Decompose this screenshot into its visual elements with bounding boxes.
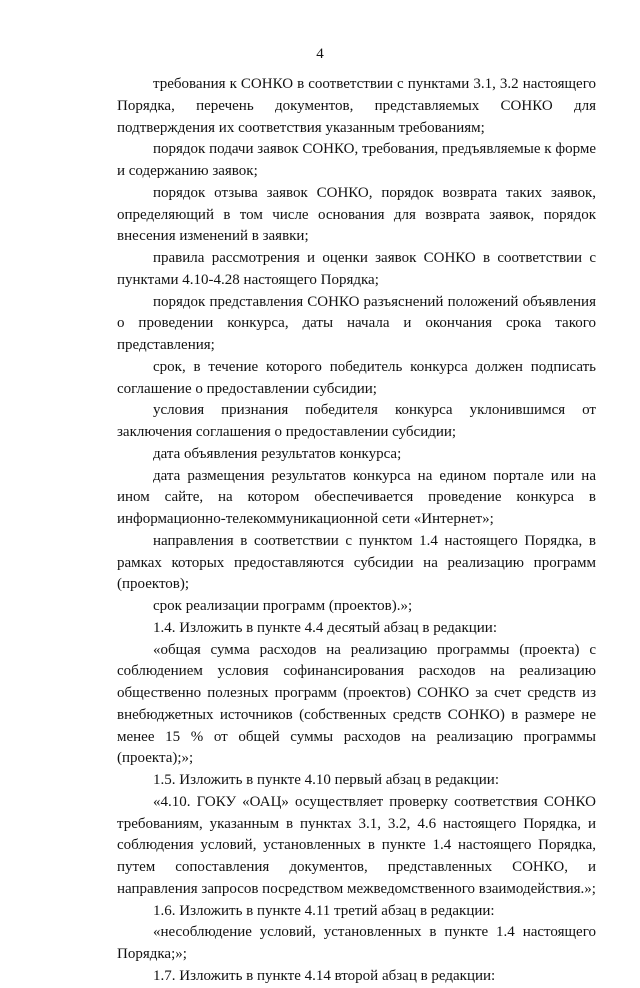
paragraph: 1.4. Изложить в пункте 4.4 десятый абзац в редакции: xyxy=(153,619,497,636)
paragraph: дата объявления результатов конкурса; xyxy=(153,445,402,462)
paragraph: 1.5. Изложить в пункте 4.10 первый абзац в редакции: xyxy=(153,772,499,788)
paragraph: порядок подачи заявок СОНКО, требования, предъявляемые к форме и содержанию заявок; xyxy=(117,141,596,179)
paragraph: «несоблюдение условий, установленных в пункте 1.4 настоящего Порядка;»; xyxy=(117,924,596,962)
paragraph: срок, в течение которого победитель конкурса должен подписать соглашение о предоставлении субсидии; xyxy=(117,358,596,397)
page-number: 4 xyxy=(316,46,324,62)
paragraph: условия признания победителя конкурса уклонившимся от заключения соглашения о предоставлении субсидии; xyxy=(117,402,596,440)
paragraph: порядок представления СОНКО разъяснений положений объявления о проведении конкурса, даты начала и окончания срока такого представления; xyxy=(117,293,596,353)
paragraph: порядок отзыва заявок СОНКО, порядок возврата таких заявок, определяющий в том числе основания для возврата заявок, порядок внесения изменений в заявки; xyxy=(117,184,596,245)
paragraph: правила рассмотрения и оценки заявок СОНКО в соответствии с пунктами 4.10-4.28 настоящего Порядка; xyxy=(117,250,596,288)
paragraph: требования к СОНКО в соответствии с пунктами 3.1, 3.2 настоящего Порядка, перечень документов, представляемых СОНКО для подтверждения их соответствия указанным требованиям; xyxy=(117,76,596,136)
paragraph: «4.10. ГОКУ «ОАЦ» осуществляет проверку соответствия СОНКО требованиям, указанным в пунктах 3.1, 3.2, 4.6 настоящего Порядка, и соблюдения условий, установленных в пункте 1.4 настоящего Порядка, путем сопоставления документов, представленных СОНКО, и направления запросов посредством межведомственного взаимодействия.»; xyxy=(117,793,596,897)
paragraph: «общая сумма расходов на реализацию программы (проекта) с соблюдением условия софинансирования расходов на реализацию общественно полезных программ (проектов) СОНКО за счет средств из внебюджетных источников (собственных средств СОНКО) в размере не менее 15 % от общей суммы расходов на реализацию программы (проекта);»; xyxy=(117,641,596,767)
paragraph: 1.6. Изложить в пункте 4.11 третий абзац в редакции: xyxy=(153,902,495,919)
paragraph: 1.7. Изложить в пункте 4.14 второй абзац в редакции: xyxy=(153,967,496,984)
paragraph: срок реализации программ (проектов).»; xyxy=(153,598,413,614)
paragraph: направления в соответствии с пунктом 1.4 настоящего Порядка, в рамках которых предоставляются субсидии на реализацию программ (проектов); xyxy=(117,532,596,593)
paragraph: дата размещения результатов конкурса на едином портале или на ином сайте, на котором обеспечивается проведение конкурса в информационно-телекоммуникационной сети «Интернет»; xyxy=(117,467,596,527)
document-body xyxy=(117,74,596,988)
